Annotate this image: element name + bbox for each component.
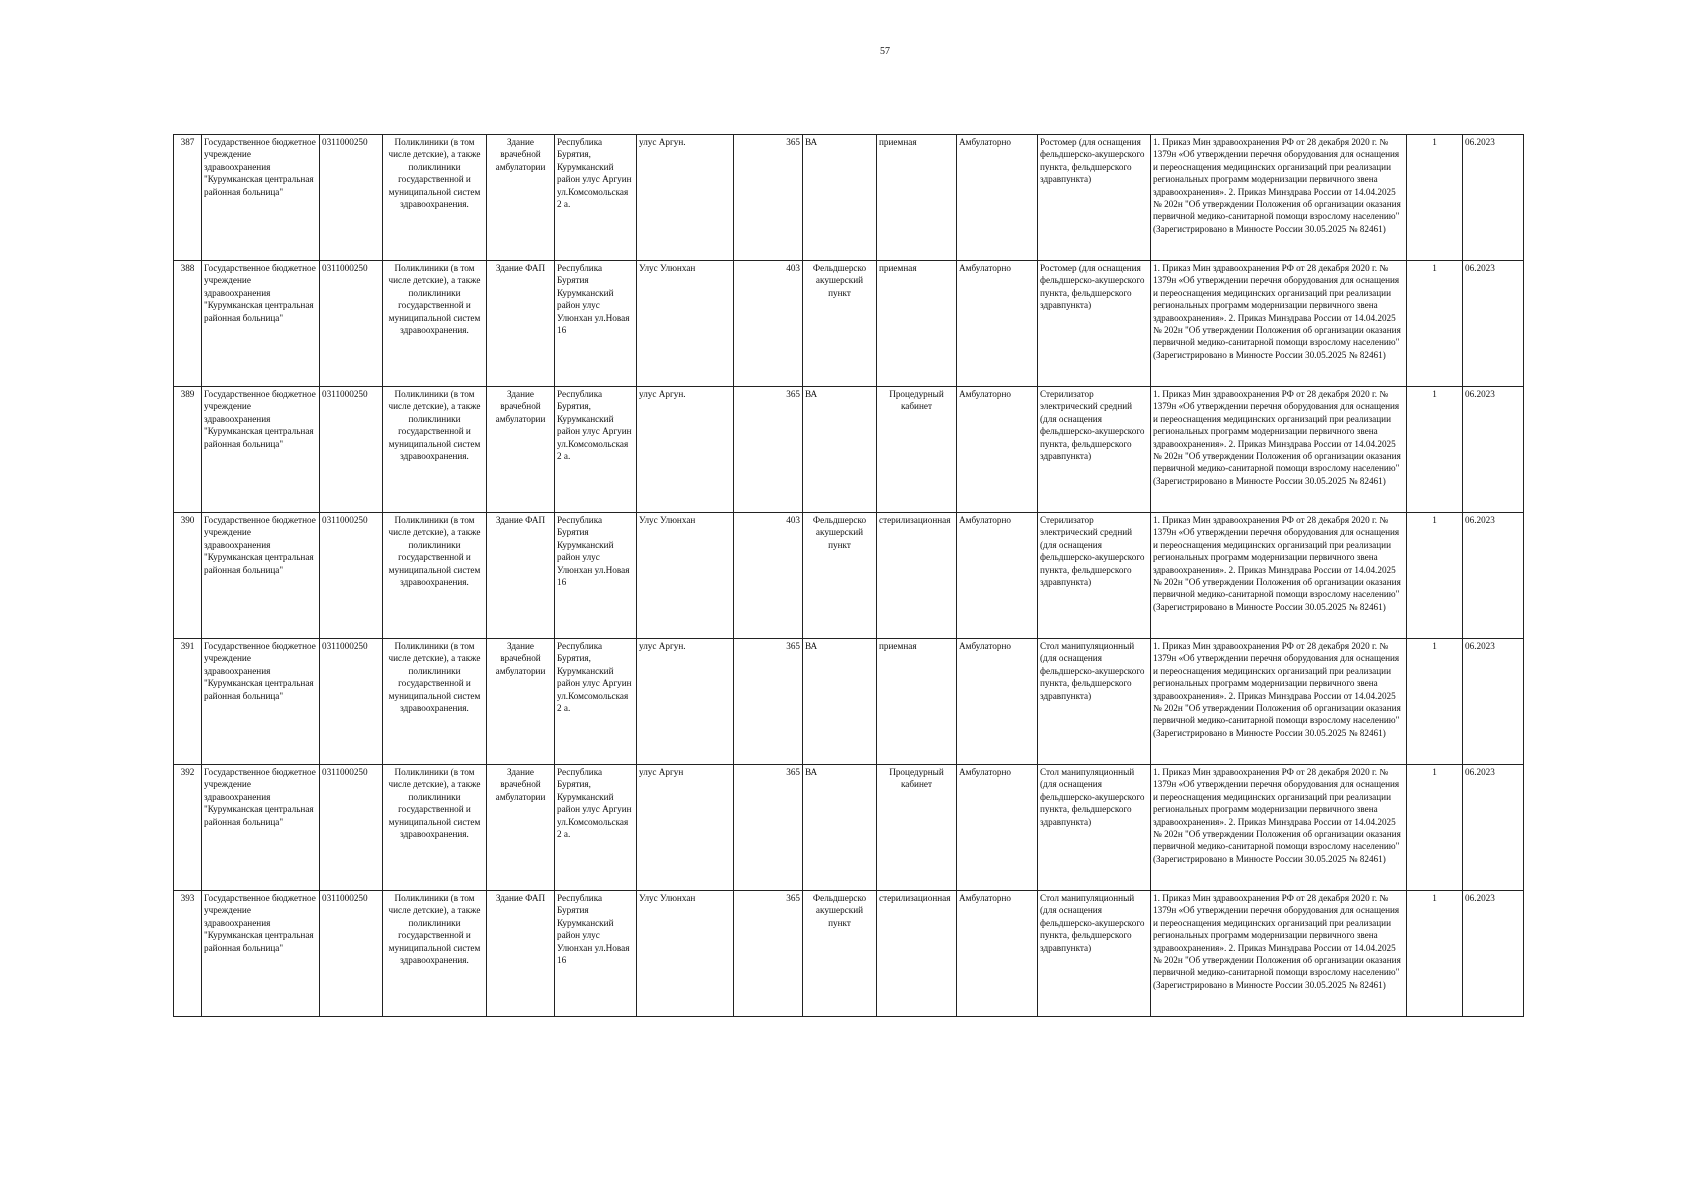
table-row (174, 261, 1524, 387)
facility-type: Поликлиники (в том числе детские), а также поликлиники государственной и муниципальной систем здравоохранения. (383, 639, 487, 765)
room-name: приемная (877, 639, 957, 765)
care-condition: Амбулаторно (957, 261, 1038, 387)
acquisition-date: 06.2023 (1463, 639, 1524, 765)
equipment-name: Стерилизатор электрический средний (для оснащения фельдшерско-акушерского пункта, фельдшерского здравпункта) (1038, 513, 1151, 639)
regulatory-document: 1. Приказ Мин здравоохранения РФ от 28 декабря 2020 г. № 1379н «Об утверждении перечня оборудования для оснащения и переоснащения медицинских организаций при реализации региональных программ модернизации первичного звена здравоохранения». 2. Приказ Минздрава России от 14.04.2025 № 202н "Об утверждении Положения об организации оказания первичной медико-санитарной помощи взрослому населению" (Зарегистрировано в Минюсте России 30.05.2025 № 82461) (1151, 513, 1407, 639)
table-row (174, 513, 1524, 639)
row-number: 392 (174, 765, 202, 891)
room-name: приемная (877, 135, 957, 261)
building-name: Здание врачебной амбулатории (487, 765, 555, 891)
building-name: Здание врачебной амбулатории (487, 639, 555, 765)
facility-type: Поликлиники (в том числе детские), а также поликлиники государственной и муниципальной систем здравоохранения. (383, 891, 487, 1017)
acquisition-date: 06.2023 (1463, 261, 1524, 387)
building-address: Республика Бурятия, Курумканский район улус Аргуин ул.Комсомольская 2 а. (555, 639, 637, 765)
building-address: Республика Бурятия Курумканский район улус Улюнхан ул.Новая 16 (555, 891, 637, 1017)
row-number: 387 (174, 135, 202, 261)
facility-type: Поликлиники (в том числе детские), а также поликлиники государственной и муниципальной систем здравоохранения. (383, 261, 487, 387)
organization-name: Государственное бюджетное учреждение здравоохранения "Курумканская центральная районная больница" (202, 135, 320, 261)
equipment-quantity: 1 (1407, 891, 1463, 1017)
care-condition: Амбулаторно (957, 639, 1038, 765)
organization-code: 0311000250 (320, 639, 383, 765)
population-count: 365 (734, 891, 803, 1017)
table-row (174, 765, 1524, 891)
page-number: 57 (880, 46, 890, 57)
care-condition: Амбулаторно (957, 891, 1038, 1017)
room-name: Процедурный кабинет (877, 387, 957, 513)
regulatory-document: 1. Приказ Мин здравоохранения РФ от 28 декабря 2020 г. № 1379н «Об утверждении перечня оборудования для оснащения и переоснащения медицинских организаций при реализации региональных программ модернизации первичного звена здравоохранения». 2. Приказ Минздрава России от 14.04.2025 № 202н "Об утверждении Положения об организации оказания первичной медико-санитарной помощи взрослому населению" (Зарегистрировано в Минюсте России 30.05.2025 № 82461) (1151, 765, 1407, 891)
room-name: приемная (877, 261, 957, 387)
organization-name: Государственное бюджетное учреждение здравоохранения "Курумканская центральная районная больница" (202, 891, 320, 1017)
care-condition: Амбулаторно (957, 513, 1038, 639)
locality-name: Улус Улюнхан (637, 261, 734, 387)
row-number: 389 (174, 387, 202, 513)
locality-name: улус Аргун. (637, 135, 734, 261)
table-row (174, 135, 1524, 261)
room-name: стерилизационная (877, 513, 957, 639)
locality-name: Улус Улюнхан (637, 513, 734, 639)
building-name: Здание ФАП (487, 261, 555, 387)
building-address: Республика Бурятия, Курумканский район улус Аргуин ул.Комсомольская 2 а. (555, 135, 637, 261)
facility-type: Поликлиники (в том числе детские), а также поликлиники государственной и муниципальной систем здравоохранения. (383, 765, 487, 891)
facility-type: Поликлиники (в том числе детские), а также поликлиники государственной и муниципальной систем здравоохранения. (383, 387, 487, 513)
building-address: Республика Бурятия, Курумканский район улус Аргуин ул.Комсомольская 2 а. (555, 765, 637, 891)
organization-code: 0311000250 (320, 765, 383, 891)
locality-name: улус Аргун (637, 765, 734, 891)
population-count: 403 (734, 513, 803, 639)
building-name: Здание ФАП (487, 513, 555, 639)
facility-type: Поликлиники (в том числе детские), а также поликлиники государственной и муниципальной систем здравоохранения. (383, 513, 487, 639)
organization-name: Государственное бюджетное учреждение здравоохранения "Курумканская центральная районная больница" (202, 513, 320, 639)
acquisition-date: 06.2023 (1463, 513, 1524, 639)
unit-name: Фельдшерско акушерский пункт (803, 513, 877, 639)
unit-name: Фельдшерско акушерский пункт (803, 261, 877, 387)
care-condition: Амбулаторно (957, 135, 1038, 261)
equipment-quantity: 1 (1407, 513, 1463, 639)
locality-name: улус Аргун. (637, 639, 734, 765)
row-number: 393 (174, 891, 202, 1017)
row-number: 391 (174, 639, 202, 765)
building-address: Республика Бурятия Курумканский район улус Улюнхан ул.Новая 16 (555, 261, 637, 387)
unit-name: ВА (803, 387, 877, 513)
organization-code: 0311000250 (320, 891, 383, 1017)
equipment-quantity: 1 (1407, 765, 1463, 891)
care-condition: Амбулаторно (957, 765, 1038, 891)
room-name: стерилизационная (877, 891, 957, 1017)
acquisition-date: 06.2023 (1463, 135, 1524, 261)
organization-name: Государственное бюджетное учреждение здравоохранения "Курумканская центральная районная больница" (202, 261, 320, 387)
locality-name: улус Аргун. (637, 387, 734, 513)
regulatory-document: 1. Приказ Мин здравоохранения РФ от 28 декабря 2020 г. № 1379н «Об утверждении перечня оборудования для оснащения и переоснащения медицинских организаций при реализации региональных программ модернизации первичного звена здравоохранения». 2. Приказ Минздрава России от 14.04.2025 № 202н "Об утверждении Положения об организации оказания первичной медико-санитарной помощи взрослому населению" (Зарегистрировано в Минюсте России 30.05.2025 № 82461) (1151, 639, 1407, 765)
locality-name: Улус Улюнхан (637, 891, 734, 1017)
equipment-name: Ростомер (для оснащения фельдшерско-акушерского пункта, фельдшерского здравпункта) (1038, 135, 1151, 261)
room-name: Процедурный кабинет (877, 765, 957, 891)
equipment-quantity: 1 (1407, 261, 1463, 387)
building-name: Здание врачебной амбулатории (487, 135, 555, 261)
row-number: 390 (174, 513, 202, 639)
organization-code: 0311000250 (320, 513, 383, 639)
regulatory-document: 1. Приказ Мин здравоохранения РФ от 28 декабря 2020 г. № 1379н «Об утверждении перечня оборудования для оснащения и переоснащения медицинских организаций при реализации региональных программ модернизации первичного звена здравоохранения». 2. Приказ Минздрава России от 14.04.2025 № 202н "Об утверждении Положения об организации оказания первичной медико-санитарной помощи взрослому населению" (Зарегистрировано в Минюсте России 30.05.2025 № 82461) (1151, 135, 1407, 261)
building-name: Здание врачебной амбулатории (487, 387, 555, 513)
equipment-quantity: 1 (1407, 639, 1463, 765)
table-row (174, 891, 1524, 1017)
equipment-name: Стерилизатор электрический средний (для оснащения фельдшерско-акушерского пункта, фельдшерского здравпункта) (1038, 387, 1151, 513)
facility-type: Поликлиники (в том числе детские), а также поликлиники государственной и муниципальной систем здравоохранения. (383, 135, 487, 261)
unit-name: Фельдшерско акушерский пункт (803, 891, 877, 1017)
equipment-name: Стол манипуляционный (для оснащения фельдшерско-акушерского пункта, фельдшерского здравпункта) (1038, 639, 1151, 765)
equipment-name: Стол манипуляционный (для оснащения фельдшерско-акушерского пункта, фельдшерского здравпункта) (1038, 765, 1151, 891)
acquisition-date: 06.2023 (1463, 891, 1524, 1017)
population-count: 365 (734, 135, 803, 261)
organization-name: Государственное бюджетное учреждение здравоохранения "Курумканская центральная районная больница" (202, 765, 320, 891)
equipment-name: Ростомер (для оснащения фельдшерско-акушерского пункта, фельдшерского здравпункта) (1038, 261, 1151, 387)
acquisition-date: 06.2023 (1463, 387, 1524, 513)
equipment-quantity: 1 (1407, 135, 1463, 261)
acquisition-date: 06.2023 (1463, 765, 1524, 891)
building-name: Здание ФАП (487, 891, 555, 1017)
row-number: 388 (174, 261, 202, 387)
table-row (174, 387, 1524, 513)
organization-name: Государственное бюджетное учреждение здравоохранения "Курумканская центральная районная больница" (202, 639, 320, 765)
regulatory-document: 1. Приказ Мин здравоохранения РФ от 28 декабря 2020 г. № 1379н «Об утверждении перечня оборудования для оснащения и переоснащения медицинских организаций при реализации региональных программ модернизации первичного звена здравоохранения». 2. Приказ Минздрава России от 14.04.2025 № 202н "Об утверждении Положения об организации оказания первичной медико-санитарной помощи взрослому населению" (Зарегистрировано в Минюсте России 30.05.2025 № 82461) (1151, 261, 1407, 387)
unit-name: ВА (803, 135, 877, 261)
equipment-quantity: 1 (1407, 387, 1463, 513)
unit-name: ВА (803, 765, 877, 891)
building-address: Республика Бурятия, Курумканский район улус Аргуин ул.Комсомольская 2 а. (555, 387, 637, 513)
organization-code: 0311000250 (320, 387, 383, 513)
organization-code: 0311000250 (320, 261, 383, 387)
care-condition: Амбулаторно (957, 387, 1038, 513)
equipment-register-table (173, 134, 1524, 1017)
organization-name: Государственное бюджетное учреждение здравоохранения "Курумканская центральная районная больница" (202, 387, 320, 513)
building-address: Республика Бурятия Курумканский район улус Улюнхан ул.Новая 16 (555, 513, 637, 639)
population-count: 365 (734, 387, 803, 513)
equipment-name: Стол манипуляционный (для оснащения фельдшерско-акушерского пункта, фельдшерского здравпункта) (1038, 891, 1151, 1017)
population-count: 365 (734, 639, 803, 765)
regulatory-document: 1. Приказ Мин здравоохранения РФ от 28 декабря 2020 г. № 1379н «Об утверждении перечня оборудования для оснащения и переоснащения медицинских организаций при реализации региональных программ модернизации первичного звена здравоохранения». 2. Приказ Минздрава России от 14.04.2025 № 202н "Об утверждении Положения об организации оказания первичной медико-санитарной помощи взрослому населению" (Зарегистрировано в Минюсте России 30.05.2025 № 82461) (1151, 387, 1407, 513)
organization-code: 0311000250 (320, 135, 383, 261)
table-row (174, 639, 1524, 765)
regulatory-document: 1. Приказ Мин здравоохранения РФ от 28 декабря 2020 г. № 1379н «Об утверждении перечня оборудования для оснащения и переоснащения медицинских организаций при реализации региональных программ модернизации первичного звена здравоохранения». 2. Приказ Минздрава России от 14.04.2025 № 202н "Об утверждении Положения об организации оказания первичной медико-санитарной помощи взрослому населению" (Зарегистрировано в Минюсте России 30.05.2025 № 82461) (1151, 891, 1407, 1017)
unit-name: ВА (803, 639, 877, 765)
population-count: 365 (734, 765, 803, 891)
population-count: 403 (734, 261, 803, 387)
